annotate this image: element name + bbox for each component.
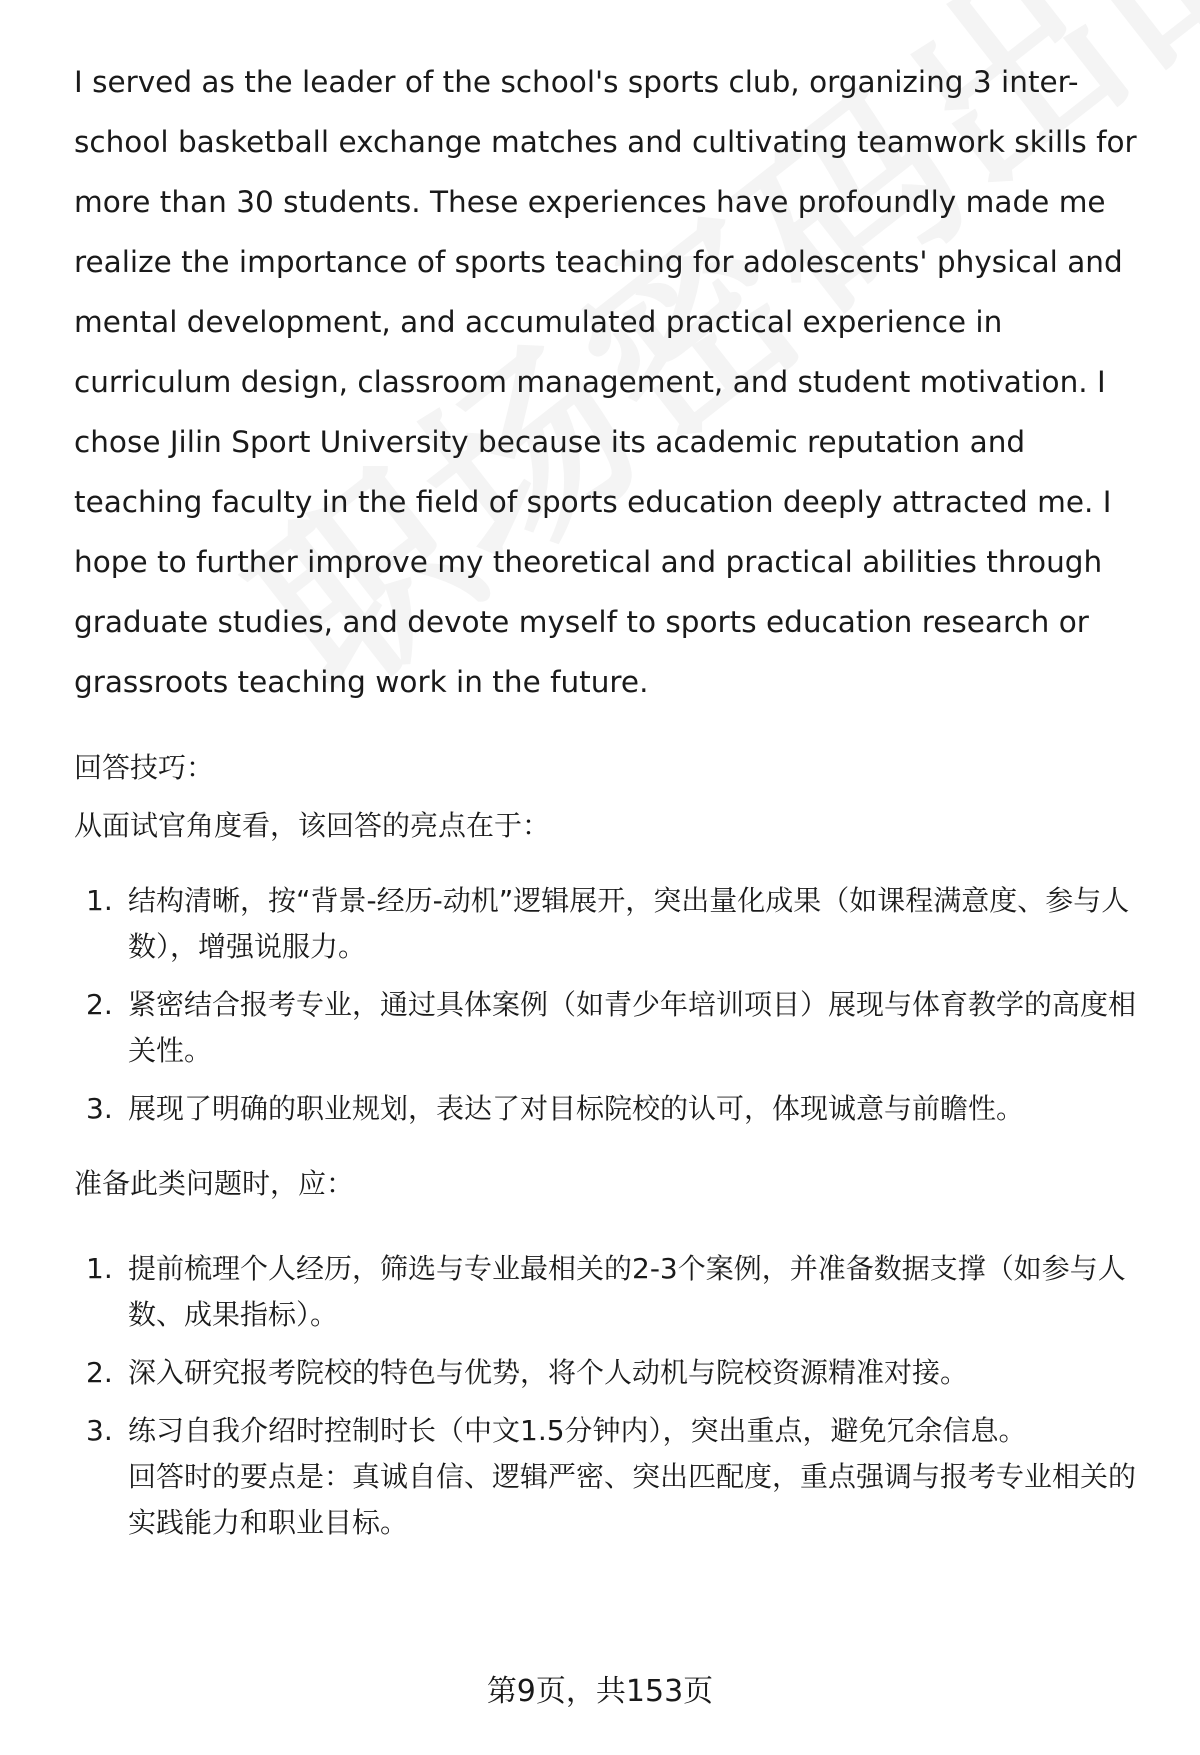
tips-list <box>74 878 1154 1132</box>
list-number: 1. <box>86 1252 113 1285</box>
list-item <box>74 982 1154 1074</box>
list-item <box>74 1086 1154 1132</box>
page-content <box>74 52 1154 1546</box>
list-item-text: 紧密结合报考专业，通过具体案例（如青少年培训项目）展现与体育教学的高度相关性。 <box>128 988 1137 1067</box>
list-number: 1. <box>86 884 113 917</box>
list-item-text: 展现了明确的职业规划，表达了对目标院校的认可，体现诚意与前瞻性。 <box>128 1092 1025 1125</box>
list-item-text: 练习自我介绍时控制时长（中文1.5分钟内），突出重点，避免冗余信息。 <box>128 1414 1027 1447</box>
tips-heading: 回答技巧： <box>74 751 215 784</box>
preparation-heading: 准备此类问题时，应： <box>74 1167 355 1200</box>
closing-remark: 回答时的要点是：真诚自信、逻辑严密、突出匹配度，重点强调与报考专业相关的实践能力和职业目标。 <box>128 1460 1137 1539</box>
list-item <box>74 1246 1154 1338</box>
preparation-list <box>74 1246 1154 1546</box>
intro-paragraph: I served as the leader of the school's sports club, organizing 3 inter-school basketball exchange matches and cultivating teamwork skills for more than 30 students. These experiences have profoundly made me realize the importance of sports teaching for adolescents' physical and mental development, and accumulated practical experience in curriculum design, classroom management, and student motivation. I chose Jilin Sport University because its academic reputation and teaching faculty in the field of sports education deeply attracted me. I hope to further improve my theoretical and practical abilities through graduate studies, and devote myself to sports education research or grassroots teaching work in the future. <box>74 65 1137 699</box>
list-item <box>74 878 1154 970</box>
list-item <box>74 1408 1154 1546</box>
tips-lead-text: 从面试官角度看，该回答的亮点在于： <box>74 809 551 842</box>
list-number: 3. <box>86 1092 113 1125</box>
page-number-footer: 第9页，共153页 <box>486 1674 714 1709</box>
list-item <box>74 1350 1154 1396</box>
list-number: 2. <box>86 1356 113 1389</box>
list-item-text: 深入研究报考院校的特色与优势，将个人动机与院校资源精准对接。 <box>128 1356 969 1389</box>
list-number: 2. <box>86 988 113 1021</box>
list-item-text: 提前梳理个人经历，筛选与专业最相关的2-3个案例，并准备数据支撑（如参与人数、成果指标）。 <box>128 1252 1126 1331</box>
list-number: 3. <box>86 1414 113 1447</box>
list-item-text: 结构清晰，按“背景-经历-动机”逻辑展开，突出量化成果（如课程满意度、参与人数），增强说服力。 <box>128 884 1130 963</box>
